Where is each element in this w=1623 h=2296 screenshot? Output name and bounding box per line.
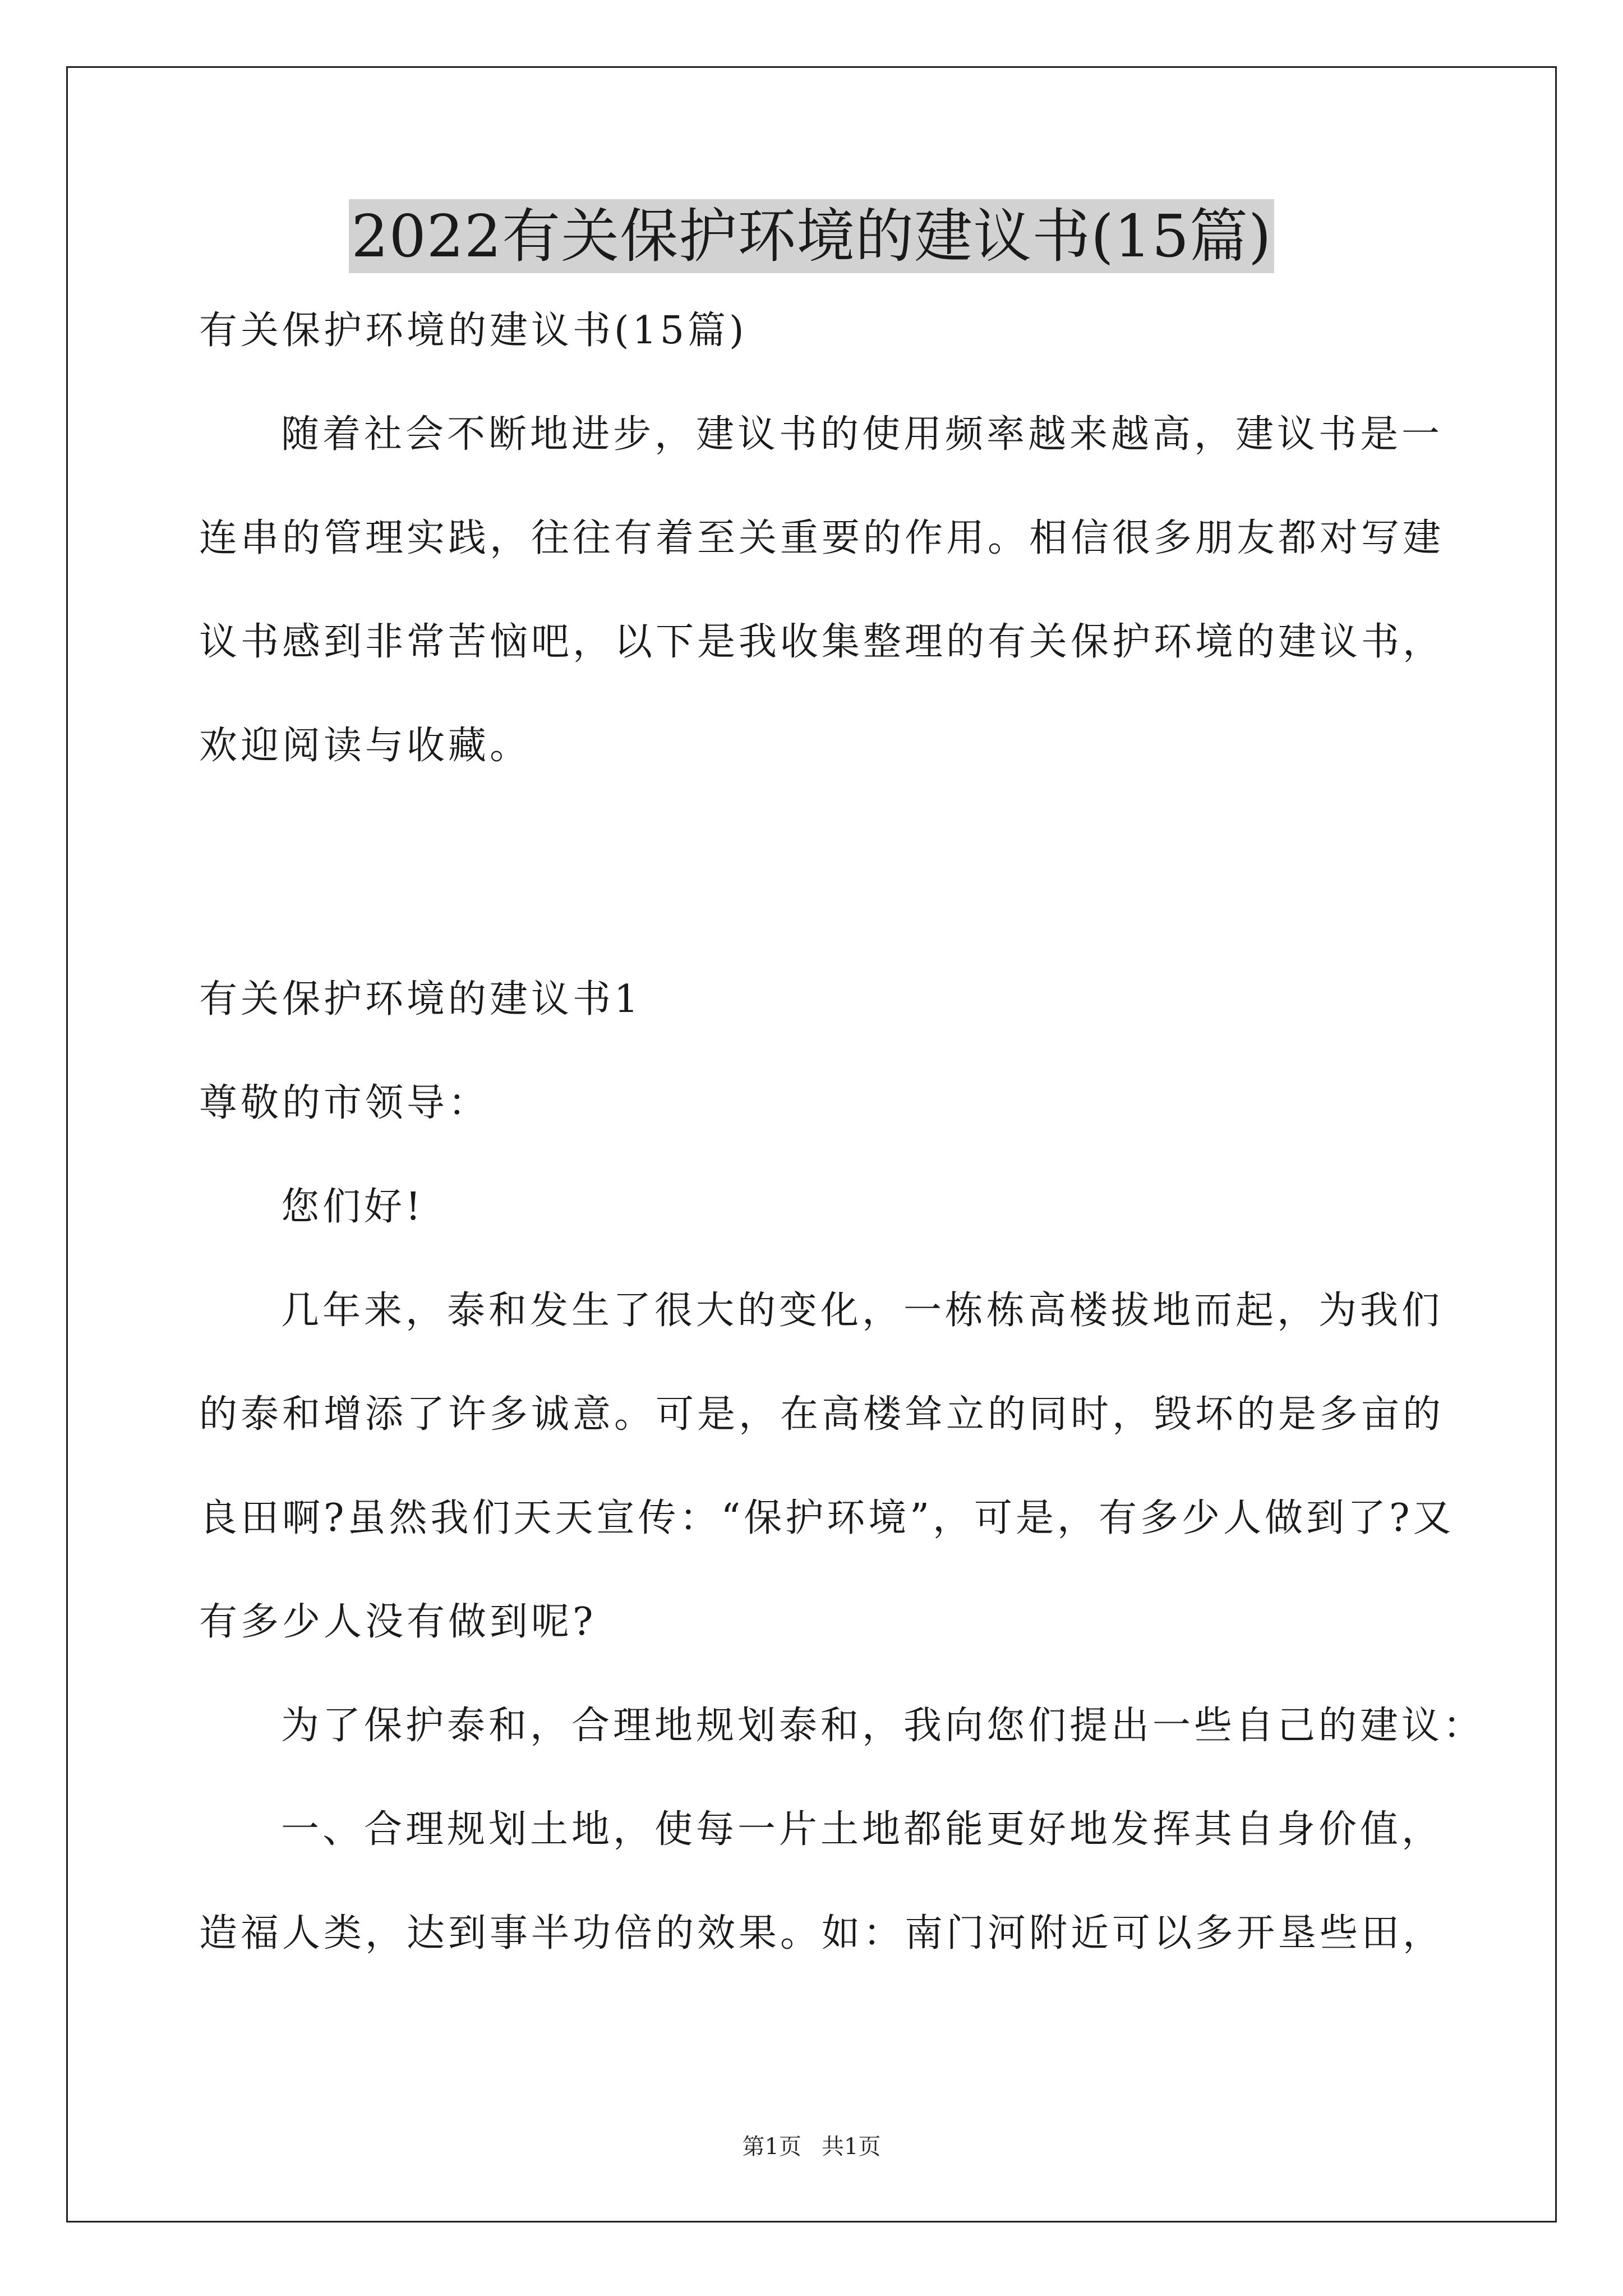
paragraph-line: 造福人类，达到事半功倍的效果。如：南门河附近可以多开垦些田，: [199, 1911, 1445, 1955]
paragraph-line: 为了保护泰和，合理地规划泰和，我向您们提出一些自己的建议：: [281, 1704, 1485, 1748]
document-title: [0, 199, 1623, 273]
paragraph-line: 欢迎阅读与收藏。: [199, 724, 532, 768]
paragraph-line: 议书感到非常苦恼吧，以下是我收集整理的有关保护环境的建议书，: [199, 620, 1445, 664]
section-heading: 有关保护环境的建议书1: [199, 977, 642, 1022]
paragraph-line: 随着社会不断地进步，建议书的使用频率越来越高，建议书是一: [281, 412, 1444, 457]
page-number: 第1页: [742, 2134, 801, 2160]
document-title-text: 2022有关保护环境的建议书(15篇): [349, 199, 1274, 273]
salutation-line: 尊敬的市领导：: [199, 1081, 490, 1125]
subtitle-line: 有关保护环境的建议书(15篇): [199, 309, 748, 353]
paragraph-line: 的泰和增添了许多诚意。可是，在高楼耸立的同时，毁坏的是多亩的: [199, 1392, 1445, 1437]
paragraph-line: 良田啊?虽然我们天天宣传：“保护环境”，可是，有多少人做到了?又: [199, 1496, 1455, 1540]
page-total: 共1页: [822, 2134, 881, 2160]
paragraph-line: 有多少人没有做到呢?: [199, 1600, 597, 1644]
page-border: [66, 66, 1557, 2223]
paragraph-line: 连串的管理实践，往往有着至关重要的作用。相信很多朋友都对写建: [199, 516, 1445, 560]
greeting-line: 您们好!: [281, 1185, 425, 1229]
page-footer: [0, 2129, 1623, 2161]
paragraph-line: 一、合理规划土地，使每一片土地都能更好地发挥其自身价值，: [281, 1807, 1444, 1852]
paragraph-line: 几年来，泰和发生了很大的变化，一栋栋高楼拔地而起，为我们: [281, 1289, 1444, 1333]
